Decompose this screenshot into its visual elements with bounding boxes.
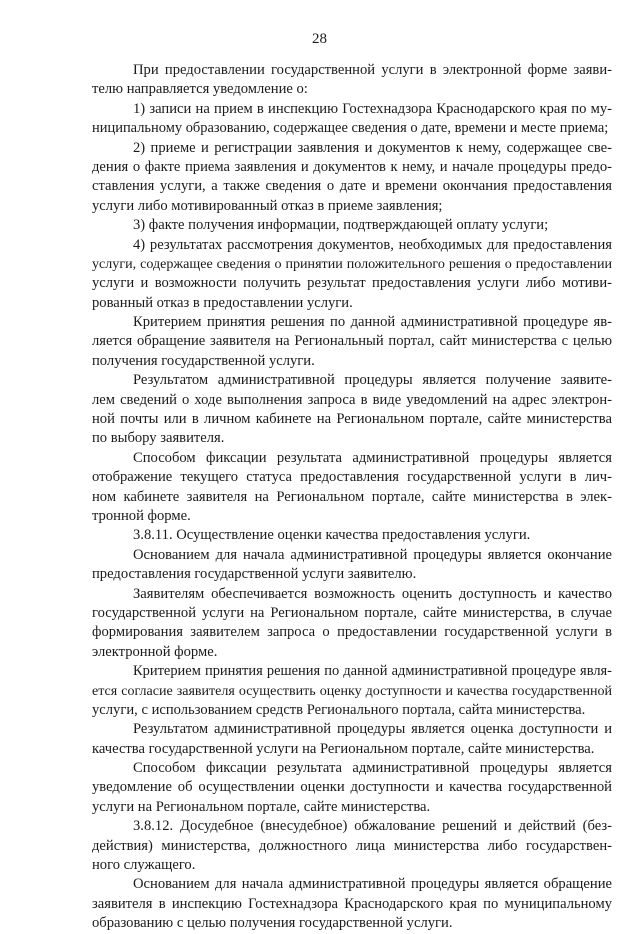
text-line: лем сведений о ходе выполнения запроса в виде уведомлений на адрес электрон- [92, 391, 612, 408]
text-line: 2) приеме и регистрации заявления и документов к нему, содержащее све- [133, 139, 612, 156]
text-line: электронной форме. [92, 643, 218, 660]
page-number: 28 [312, 31, 327, 47]
text-line: Критерием принятия решения по данной административной процедуре явля- [133, 663, 612, 680]
paragraph [92, 585, 612, 663]
text-line: предоставления государственной услуги заявителю. [92, 566, 417, 583]
text-line: Способом фиксации результата административной процедуры является [133, 760, 612, 777]
text-line: отображение текущего статуса предоставления государственной услуги в лич- [92, 469, 612, 486]
paragraph [92, 875, 612, 933]
paragraph [92, 759, 612, 817]
text-line: услуги и возможности получить результат предоставления услуги либо мотиви- [92, 275, 612, 292]
text-line: телю направляется уведомление о: [92, 81, 308, 98]
text-line: получения государственной услуги. [92, 352, 315, 369]
text-line: ной почты или в личном кабинете на Региональном портале, сайте министерства [92, 411, 612, 428]
paragraph [92, 546, 612, 585]
paragraph [92, 720, 612, 759]
text-line: Критерием принятия решения по данной административной процедуре яв- [133, 314, 612, 331]
text-line: услуги либо мотивированный отказ в приеме заявления; [92, 197, 443, 214]
text-line: услуги, с использованием средств Регионального портала, сайта министерства. [92, 701, 586, 718]
text-line: рованный отказ в предоставлении услуги. [92, 294, 353, 311]
text-line: заявителя в инспекцию Гостехнадзора Краснодарского края по муниципальному [92, 895, 612, 912]
text-line: тронной форме. [92, 507, 191, 524]
text-line: 1) записи на прием в инспекцию Гостехнадзора Краснодарского края по му- [133, 100, 612, 117]
text-line: ставления услуги, а также сведения о дате и времени окончания предоставления [92, 178, 612, 195]
text-line: Заявителям обеспечивается возможность оценить доступность и качество [133, 585, 612, 602]
text-line: уведомление об осуществлении оценки доступности и качества государственной [92, 779, 612, 796]
paragraph [92, 817, 612, 875]
paragraph [92, 216, 612, 235]
text-line: ниципальному образованию, содержащее сведения о дате, времени и месте приема; [92, 120, 609, 137]
body-text [92, 61, 612, 934]
text-line: Результатом административной процедуры является получение заявите- [133, 372, 612, 389]
paragraph [92, 662, 612, 720]
text-line: качества государственной услуги на Региональном портале, сайте министерства. [92, 740, 595, 757]
text-line: дения о факте приема заявления и документов к нему, и начале процедуры предо- [92, 158, 612, 175]
text-line: 4) результатах рассмотрения документов, необходимых для предоставления [133, 236, 612, 253]
paragraph [92, 313, 612, 371]
text-line: Основанием для начала административной процедуры является окончание [133, 546, 612, 563]
text-line: 3.8.11. Осуществление оценки качества предоставления услуги. [133, 527, 531, 544]
text-line: ном кабинете заявителя на Региональном портале, сайте министерства в элек- [92, 488, 612, 505]
text-line: действия) министерства, должностного лица министерства либо государствен- [92, 837, 612, 854]
text-line: услуги на Региональном портале, сайте министерства. [92, 798, 431, 815]
paragraph [92, 61, 612, 100]
text-line: Основанием для начала административной процедуры является обращение [133, 876, 612, 893]
text-line: ного служащего. [92, 857, 196, 874]
text-line: ляется обращение заявителя на Региональный портал, сайт министерства с целью [92, 333, 612, 350]
paragraph [92, 236, 612, 314]
text-line: формирования заявителем запроса о предоставлении государственной услуги в [92, 624, 612, 641]
paragraph [92, 449, 612, 527]
text-line: При предоставлении государственной услуги в электронной форме заяви- [133, 62, 612, 78]
text-line: услуги, содержащее сведения о принятии положительного решения о предоставлении [92, 255, 612, 272]
paragraph [92, 526, 612, 545]
text-line: 3.8.12. Досудебное (внесудебное) обжалование решений и действий (без- [133, 818, 612, 835]
text-line: по выбору заявителя. [92, 430, 225, 447]
text-line: государственной услуги на Региональном портале, сайте министерства, в случае [92, 604, 612, 621]
paragraph [92, 139, 612, 217]
text-line: Результатом административной процедуры является оценка доступности и [133, 721, 612, 738]
paragraph [92, 100, 612, 139]
text-line: 3) факте получения информации, подтверждающей оплату услуги; [133, 217, 549, 234]
paragraph [92, 371, 612, 449]
text-line: образованию с целью получения государственной услуги. [92, 915, 453, 932]
text-line: Способом фиксации результата административной процедуры является [133, 449, 612, 466]
text-line: ется согласие заявителя осуществить оценку доступности и качества государственной [92, 682, 612, 699]
